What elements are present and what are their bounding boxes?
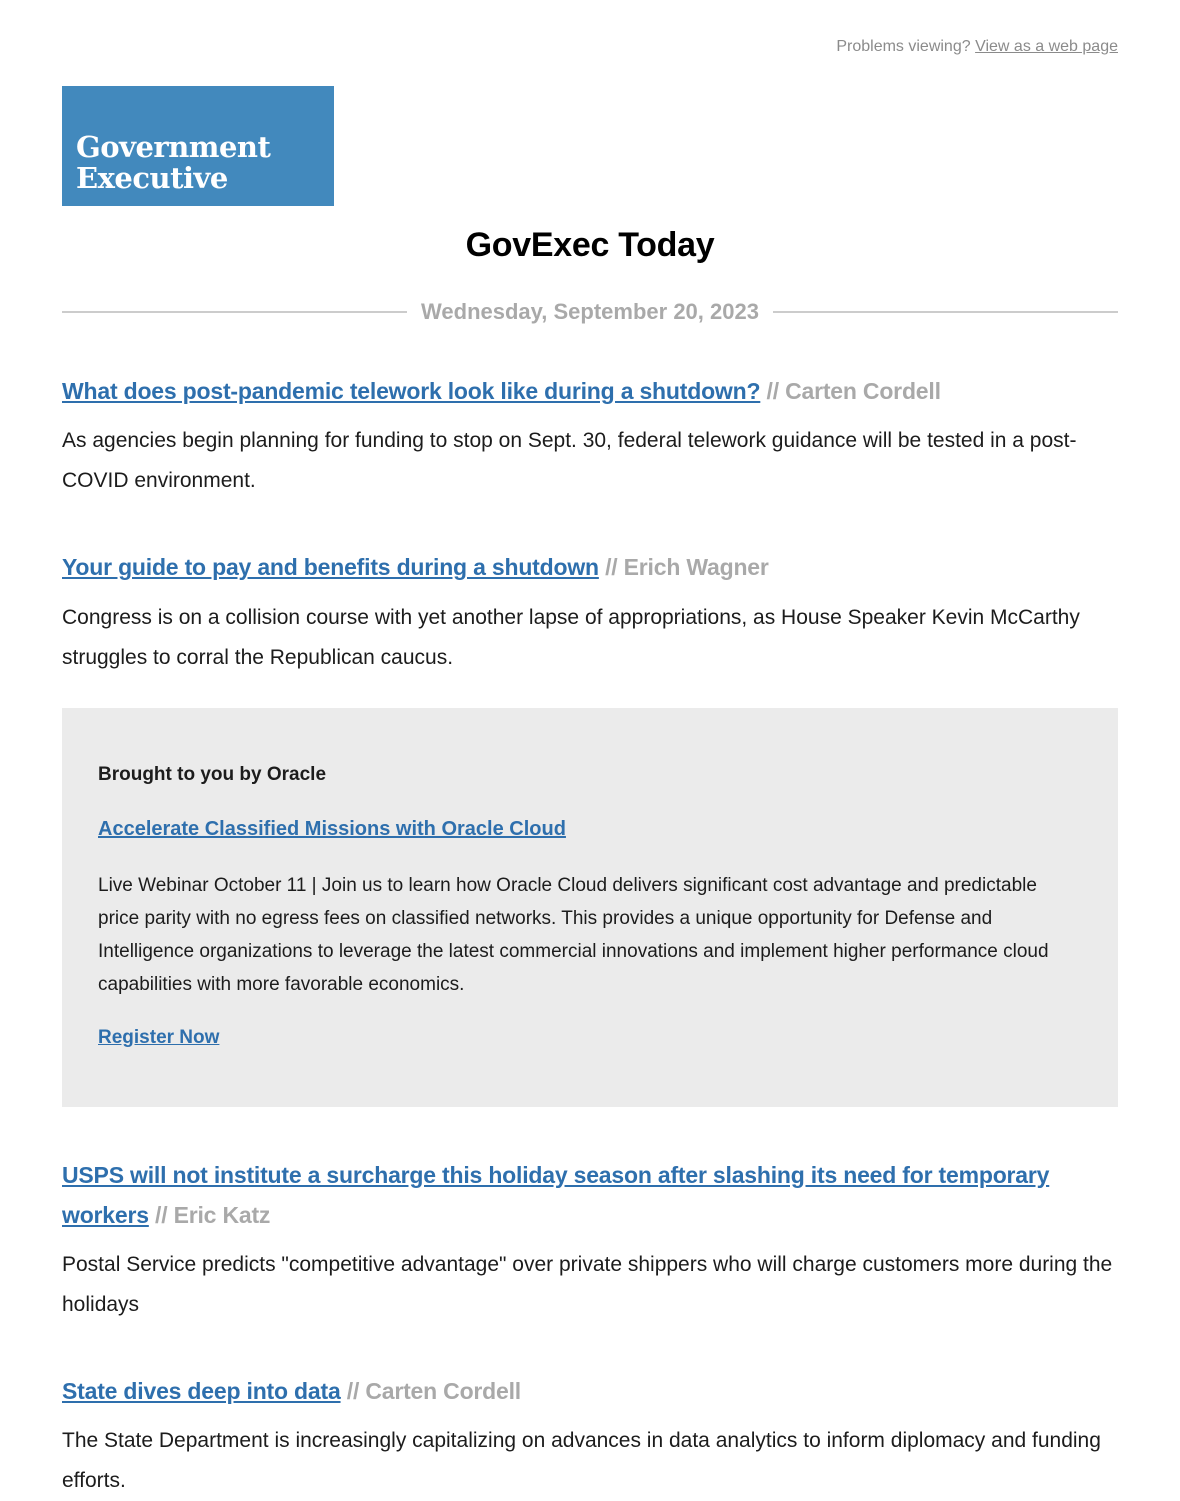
view-as-web-page-link[interactable]: View as a web page <box>975 38 1118 55</box>
article-headline-row <box>62 1371 1118 1411</box>
article-telework-summary: As agencies begin planning for funding to stop on Sept. 30, federal telework guidance will be tested in a post-COVID environment. <box>62 429 1077 493</box>
article-headline-row <box>62 371 1118 411</box>
article-telework <box>62 371 1118 501</box>
sponsor-headline-link[interactable]: Accelerate Classified Missions with Oracle Cloud <box>98 817 566 840</box>
article-usps-byline: // Eric Katz <box>155 1201 271 1228</box>
govexec-logo-line1: Government <box>76 130 271 164</box>
sponsored-box <box>62 708 1118 1107</box>
article-headline-row <box>62 547 1118 587</box>
page-title: GovExec Today <box>465 226 715 264</box>
article-state-data <box>62 1371 1118 1501</box>
register-now-link[interactable]: Register Now <box>98 1026 220 1048</box>
issue-date: Wednesday, September 20, 2023 <box>421 299 759 324</box>
article-state-data-byline: // Carten Cordell <box>346 1378 521 1404</box>
article-state-data-headline-link[interactable]: State dives deep into data <box>62 1378 341 1404</box>
problems-viewing-text: Problems viewing? <box>836 38 971 55</box>
govexec-logo-text <box>76 132 270 194</box>
article-pay-benefits-summary: Congress is on a collision course with yet another lapse of appropriations, as House Speaker Kevin McCarthy struggles to corral the Republican caucus. <box>62 605 1080 669</box>
article-pay-benefits-headline-link[interactable]: Your guide to pay and benefits during a shutdown <box>62 554 599 581</box>
article-pay-benefits <box>62 547 1118 677</box>
topbar <box>62 0 1118 56</box>
date-row <box>62 299 1118 325</box>
article-pay-benefits-byline: // Erich Wagner <box>605 554 769 581</box>
date-divider-right <box>773 311 1118 313</box>
article-telework-byline: // Carten Cordell <box>766 378 941 404</box>
sponsor-label: Brought to you by Oracle <box>98 763 327 785</box>
sponsor-body-text: Live Webinar October 11 | Join us to learn how Oracle Cloud delivers significant cost advantage and predictable price parity with no egress fees on classified networks. This provides a unique opportunity for Defense and Intelligence organizations to leverage the latest commercial innovations and implement higher performance cloud capabilities with more favorable economics. <box>98 874 1049 995</box>
date-divider-left <box>62 311 407 313</box>
article-headline-row <box>62 1155 1118 1236</box>
govexec-logo-line2: Executive <box>76 161 228 195</box>
article-usps <box>62 1155 1118 1326</box>
article-state-data-summary: The State Department is increasingly capitalizing on advances in data analytics to inform diplomacy and funding efforts. <box>62 1429 1101 1493</box>
article-usps-summary: Postal Service predicts "competitive advantage" over private shippers who will charge customers more during the holidays <box>62 1253 1113 1316</box>
article-telework-headline-link[interactable]: What does post-pandemic telework look like during a shutdown? <box>62 378 761 404</box>
article-usps-headline-link[interactable]: USPS will not institute a surcharge this holiday season after slashing its need for temporary workers <box>62 1161 1050 1228</box>
govexec-logo[interactable] <box>62 86 334 206</box>
